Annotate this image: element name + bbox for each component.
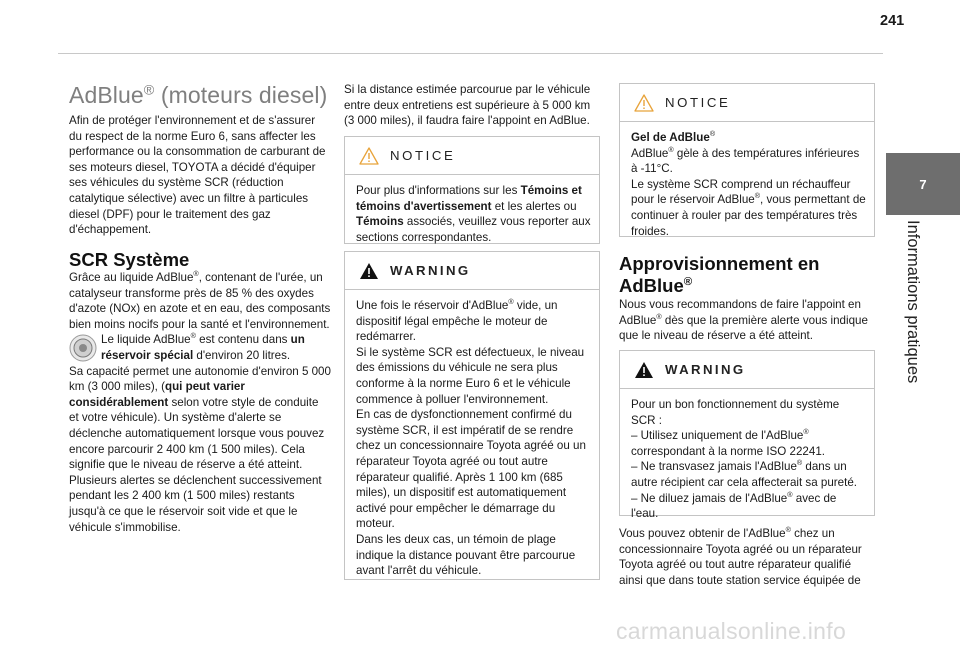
scr-paragraph-1: Grâce au liquide AdBlue®, contenant de l'urée, un catalyseur transforme près de 85 % des oxydes d'azote (NOx) en azote et en eau, des composants bien moins nocifs pour la santé et l'environnement.	[69, 269, 331, 331]
notice-text: Pour plus d'informations sur les Témoins et témoins d'avertissement et les alertes ou Témoins associés, veuillez vous reporter aux sections correspondantes.	[356, 184, 591, 244]
scr-paragraph-3: Plusieurs alertes se déclenchent successivement pendant les 2 400 km (1 500 miles) restants jusqu'à ce que le réservoir soit vide et que le véhicule s'immobilise.	[69, 473, 322, 534]
title-rest: (moteurs diesel)	[154, 82, 328, 108]
warning-label: WARNING	[390, 263, 471, 278]
notice-box-header	[620, 84, 874, 121]
warning-box-adblue-empty	[344, 251, 600, 580]
warning-triangle-icon	[634, 361, 654, 379]
frost-notice-text: Gel de AdBlue® AdBlue® gèle à des températures inférieures à -11°C. Le système SCR comprend un réchauffeur pour le réservoir AdBlue®, vous permettant de continuer à rouler par des températures très froides.	[631, 129, 866, 238]
notice-box-frost	[619, 83, 875, 237]
refill-paragraph: Nous vous recommandons de faire l'appoint en AdBlue® dès que la première alerte vous indique que le niveau de réserve a été atteint.	[619, 298, 868, 343]
notice-box-header	[345, 137, 599, 174]
header-rule	[58, 53, 883, 54]
supply-paragraph: Vous pouvez obtenir de l'AdBlue® chez un concessionnaire Toyota agréé ou un réparateur Toyota agréé ou tout autre réparateur qualifié ainsi que dans toute station service équipée de	[619, 525, 862, 587]
chapter-tab: 7	[886, 153, 960, 215]
warning-triangle-icon	[359, 262, 379, 280]
warning-box-scr-operation	[619, 350, 875, 521]
warning-box-header	[620, 351, 874, 388]
notice-triangle-icon	[634, 94, 654, 112]
scr-section	[69, 270, 331, 535]
scr-heading: SCR Système	[69, 249, 190, 270]
chapter-title: Informations pratiques	[904, 220, 922, 384]
title-reg-mark: ®	[143, 82, 155, 99]
scr-paragraph-2: Sa capacité permet une autonomie d'environ 5 000 km (3 000 miles), (qui peut varier considérablement selon votre style de conduite et votre véhicule). Un système d'alerte se déclenche automatiquement lorsque vous pouvez encore parcourir 2 400 km (1 500 miles). Cela signifie que le niveau de réserve a été atteint.	[69, 364, 331, 472]
notice-box-info	[344, 136, 600, 244]
watermark: carmanualsonline.info	[616, 618, 847, 644]
notice-triangle-icon	[359, 147, 379, 165]
reservoir-icon-paragraph: Le liquide AdBlue® est contenu dans un réservoir spécial d'environ 20 litres.	[69, 332, 331, 363]
intro-paragraph: Afin de protéger l'environnement et de s'assurer du respect de la norme Euro 6, sans affecter les performance ou la consommation de carburant de ses moteurs diesel, TOYOTA a décidé d'équiper ses véhicules du système SCR (réduction catalytique sélective) avec un filtre à particules diesel (DPF) pour le traitement des gaz d'échappement.	[69, 114, 326, 237]
warning-text: Une fois le réservoir d'AdBlue® vide, un dispositif légal empêche le moteur de redémarrer. Si le système SCR est défectueux, le niveau des émissions du véhicule ne sera plus conforme à la norme Euro 6 et le véhicule commence à polluer l'environnement. En cas de dysfonctionnement confirmé du système SCR, il est impératif de se rendre chez un concessionnaire Toyota agréé ou un réparateur Toyota agréé ou tout autre réparateur qualifié. Après 1 100 km (685 miles), un dispositif est automatiquement activé pour empêcher le démarrage du moteur. Dans les deux cas, un témoin de plage indique la distance pouvant être parcourue avant l'arrêt du véhicule.	[356, 297, 586, 578]
page-number: 241	[880, 13, 905, 29]
list-item: – Ne diluez jamais de l'AdBlue® avec de l'eau.	[631, 489, 837, 521]
warning-label: WARNING	[665, 362, 746, 377]
notice-label: NOTICE	[665, 95, 731, 110]
adblue-cap-icon	[69, 334, 97, 362]
distance-paragraph: Si la distance estimée parcourue par le véhicule entre deux entretiens est supérieure à 5 000 km (3 000 miles), il faudra faire l'appoint en AdBlue.	[344, 83, 591, 128]
page-title	[69, 82, 327, 109]
list-item: – Utilisez uniquement de l'AdBlue® correspondant à la norme ISO 22241.	[631, 427, 825, 458]
title-main: AdBlue	[69, 82, 144, 108]
list-item: – Ne transvasez jamais l'AdBlue® dans un autre récipient car cela affecterait sa pureté.	[631, 458, 857, 489]
notice-label: NOTICE	[390, 148, 456, 163]
refill-heading: Approvisionnement en AdBlue®	[619, 253, 820, 296]
warning-box-header	[345, 252, 599, 289]
scr-warning-text: Pour un bon fonctionnement du système SCR : – Utilisez uniquement de l'AdBlue® correspondant à la norme ISO 22241. – Ne transvasez jamais l'AdBlue® dans un autre récipient car cela affecterait sa pureté. – Ne diluez jamais de l'AdBlue® avec de l'eau.	[620, 389, 874, 522]
